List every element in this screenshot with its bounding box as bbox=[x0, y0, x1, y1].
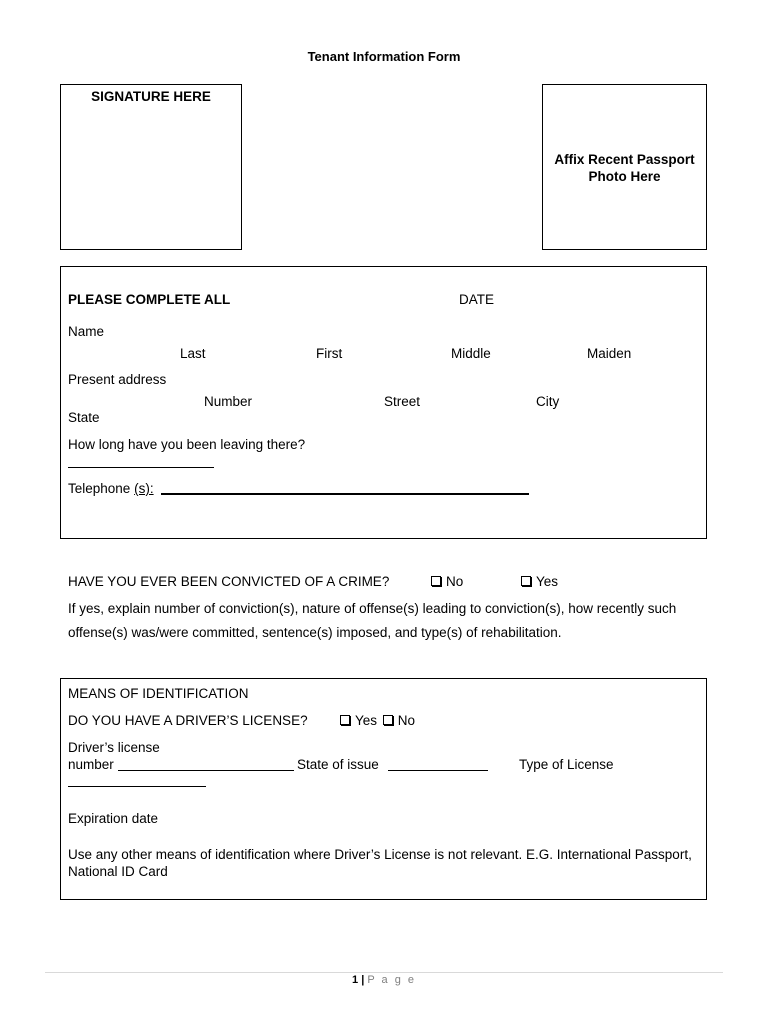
license-type-label: Type of License bbox=[519, 757, 614, 772]
crime-no-label: No bbox=[446, 574, 464, 589]
license-number-label: number bbox=[68, 757, 114, 772]
crime-yes-label: Yes bbox=[536, 574, 559, 589]
crime-question: HAVE YOU EVER BEEN CONVICTED OF A CRIME? bbox=[68, 574, 390, 589]
telephone-field[interactable] bbox=[161, 493, 529, 495]
page-separator: | bbox=[361, 974, 365, 986]
address-city-label: City bbox=[536, 394, 560, 409]
state-label: State bbox=[68, 410, 100, 425]
state-of-issue-label: State of issue bbox=[297, 757, 379, 772]
footer-divider bbox=[45, 972, 723, 973]
address-label: Present address bbox=[68, 372, 167, 387]
photo-label: Affix Recent Passport Photo Here bbox=[554, 152, 695, 184]
complete-all-heading: PLEASE COMPLETE ALL bbox=[68, 292, 231, 307]
how-long-field[interactable] bbox=[68, 467, 214, 468]
address-number-label: Number bbox=[204, 394, 253, 409]
expiration-label: Expiration date bbox=[68, 811, 159, 826]
license-checkbox-yes[interactable] bbox=[340, 715, 350, 725]
license-question: DO YOU HAVE A DRIVER’S LICENSE? bbox=[68, 713, 308, 728]
telephone-suffix: (s): bbox=[134, 481, 154, 496]
how-long-label: How long have you been leaving there? bbox=[68, 437, 306, 452]
license-type-field[interactable] bbox=[68, 786, 206, 787]
license-label-line1: Driver’s license bbox=[68, 740, 160, 755]
license-no-option[interactable] bbox=[383, 713, 415, 728]
form-title: Tenant Information Form bbox=[307, 49, 461, 64]
name-last-label: Last bbox=[180, 346, 206, 361]
name-first-label: First bbox=[316, 346, 343, 361]
checkbox-yes[interactable] bbox=[521, 576, 531, 586]
name-maiden-label: Maiden bbox=[587, 346, 632, 361]
telephone-label-row bbox=[68, 481, 154, 496]
license-checkbox-no[interactable] bbox=[383, 715, 393, 725]
crime-no-option[interactable] bbox=[431, 574, 463, 589]
state-of-issue-field[interactable] bbox=[388, 770, 488, 771]
passport-photo-box[interactable] bbox=[542, 84, 707, 250]
page-footer bbox=[0, 974, 768, 986]
license-yes-option[interactable] bbox=[340, 713, 377, 728]
page-number: 1 bbox=[352, 974, 359, 986]
name-label: Name bbox=[68, 324, 105, 339]
address-street-label: Street bbox=[384, 394, 421, 409]
other-id-note: Use any other means of identification where Driver’s License is not relevant. E.G. International Passport, National ID Card bbox=[68, 847, 692, 879]
page-word: P a g e bbox=[367, 974, 416, 986]
crime-explanation: If yes, explain number of conviction(s), nature of offense(s) leading to conviction(s), how recently such offense(s) was/were committed, sentence(s) imposed, and type(s) of rehabilitation. bbox=[68, 601, 677, 640]
checkbox-no[interactable] bbox=[431, 576, 441, 586]
date-label: DATE bbox=[459, 292, 495, 307]
signature-box[interactable] bbox=[60, 84, 242, 250]
name-middle-label: Middle bbox=[451, 346, 491, 361]
license-yes-label: Yes bbox=[355, 713, 378, 728]
license-options bbox=[340, 713, 415, 728]
identification-heading: MEANS OF IDENTIFICATION bbox=[68, 686, 249, 701]
crime-yes-option[interactable] bbox=[521, 574, 558, 589]
license-number-field[interactable] bbox=[118, 770, 294, 771]
license-no-label: No bbox=[397, 713, 416, 728]
signature-label: SIGNATURE HERE bbox=[91, 89, 211, 104]
telephone-label: Telephone bbox=[68, 481, 131, 496]
